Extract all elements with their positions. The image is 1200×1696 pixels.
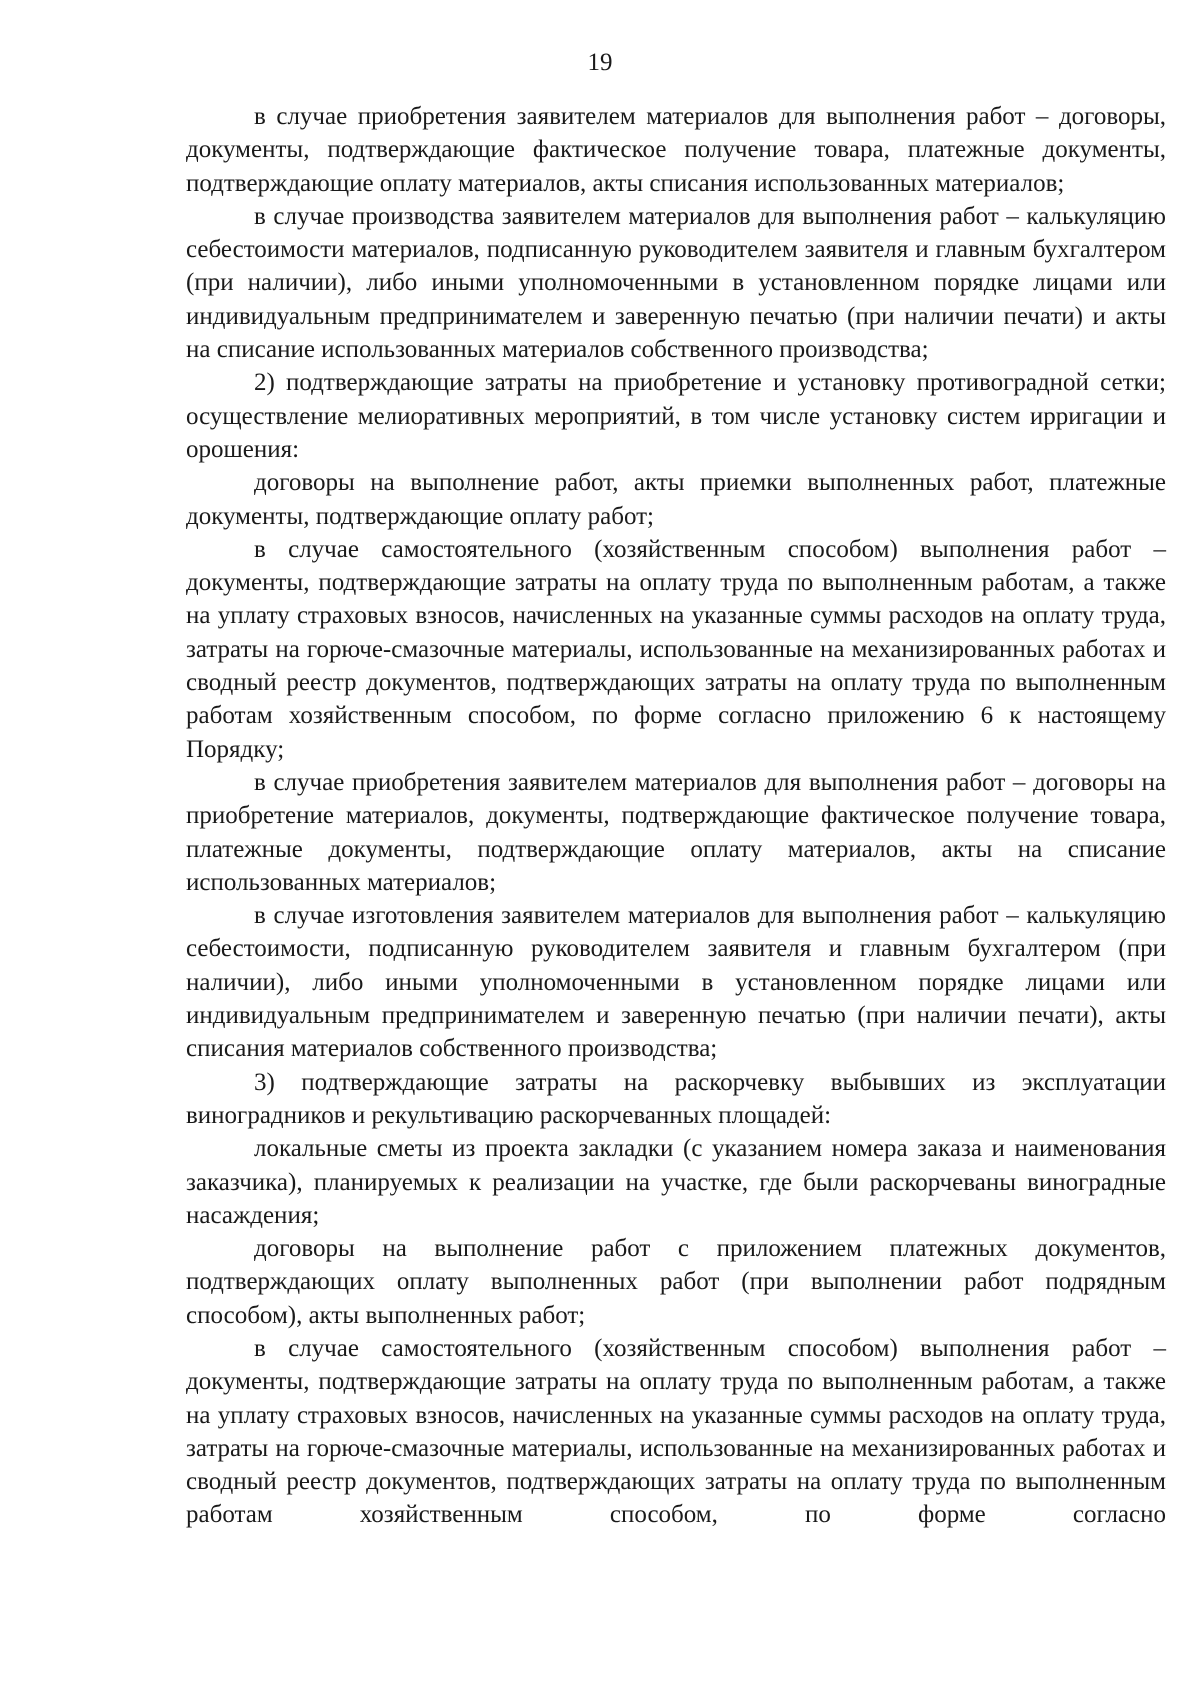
page-number: 19 <box>587 49 613 76</box>
paragraph-materials-manufacture: в случае изготовления заявителем материалов для выполнения работ – калькуляцию себестоимости, подписанную руководителем заявителя и главным бухгалтером (при наличии), либо иными уполномоченными в установленном порядке лицами или индивидуальным предпринимателем и заверенную печатью (при наличии печати), акты списания материалов собственного производства; <box>186 902 1166 1063</box>
paragraph-own-work: в случае самостоятельного (хозяйственным способом) выполнения работ – документы, подтверждающие затраты на оплату труда по выполненным работам, а также на уплату страховых взносов, начисленных на указанные суммы расходов на оплату труда, затраты на горюче-смазочные материалы, использованные на механизированных работах и сводный реестр документов, подтверждающих затраты на оплату труда по выполненным работам хозяйственным способом, по форме согласно приложению 6 к настоящему Порядку; <box>186 535 1166 763</box>
paragraph-item-2-hail-net: 2) подтверждающие затраты на приобретение и установку противоградной сетки; осуществление мелиоративных мероприятий, в том числе установку систем ирригации и орошения: <box>186 369 1166 463</box>
paragraph-materials-purchase: в случае приобретения заявителем материалов для выполнения работ – договоры, документы, подтверждающие фактическое получение товара, платежные документы, подтверждающие оплату материалов, акты списания использованных материалов; <box>186 103 1166 197</box>
paragraph-materials-production: в случае производства заявителем материалов для выполнения работ – калькуляцию себестоимости материалов, подписанную руководителем заявителя и главным бухгалтером (при наличии), либо иными уполномоченными в установленном порядке лицами или индивидуальным предпринимателем и заверенную печатью (при наличии печати) и акты на списание использованных материалов собственного производства; <box>186 202 1166 364</box>
paragraph-local-estimates: локальные сметы из проекта закладки (с указанием номера заказа и наименования заказчика), планируемых к реализации на участке, где были раскорчеваны виноградные насаждения; <box>186 1135 1166 1229</box>
paragraph-contract-work: договоры на выполнение работ с приложением платежных документов, подтверждающих оплату выполненных работ (при выполнении работ подрядным способом), акты выполненных работ; <box>186 1235 1166 1329</box>
paragraph-own-work-2: в случае самостоятельного (хозяйственным способом) выполнения работ – документы, подтверждающие затраты на оплату труда по выполненным работам, а также на уплату страховых взносов, начисленных на указанные суммы расходов на оплату труда, затраты на горюче-смазочные материалы, использованные на механизированных работах и сводный реестр документов, подтверждающих затраты на оплату труда по выполненным работам хозяйственным способом, по форме согласно <box>186 1334 1166 1529</box>
document-body <box>186 100 1166 1532</box>
paragraph-work-contracts: договоры на выполнение работ, акты приемки выполненных работ, платежные документы, подтверждающие оплату работ; <box>186 469 1166 530</box>
paragraph-item-3-uprooting: 3) подтверждающие затраты на раскорчевку выбывших из эксплуатации виноградников и рекультивацию раскорчеванных площадей: <box>186 1068 1166 1129</box>
paragraph-materials-purchase-2: в случае приобретения заявителем материалов для выполнения работ – договоры на приобретение материалов, документы, подтверждающие фактическое получение товара, платежные документы, подтверждающие оплату материалов, акты на списание использованных материалов; <box>186 768 1166 896</box>
